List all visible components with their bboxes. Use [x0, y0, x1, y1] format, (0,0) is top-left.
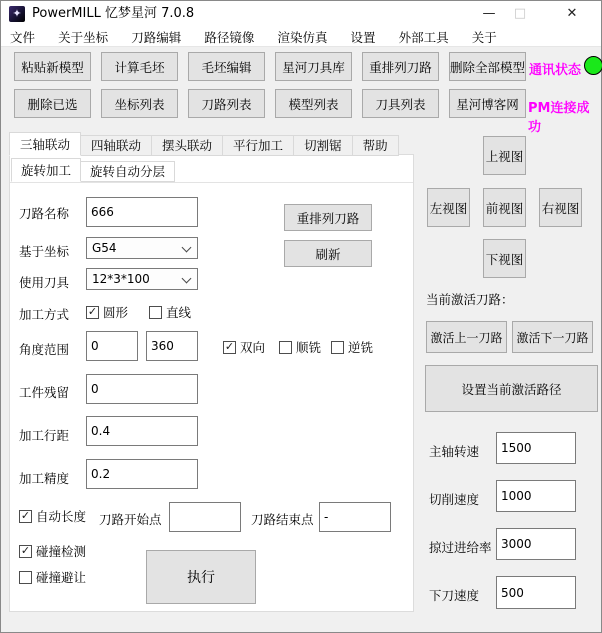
tool-list-button[interactable]: 刀具列表	[362, 89, 439, 118]
cutting-speed-label: 切削速度	[429, 492, 480, 507]
toolpath-list-button[interactable]: 刀路列表	[188, 89, 265, 118]
menu-file[interactable]: 文件	[10, 30, 36, 45]
end-point-label: 刀路结束点	[251, 512, 314, 527]
angle-range-label: 角度范围	[19, 342, 70, 357]
maximize-button[interactable]: □	[513, 6, 527, 21]
tolerance-label: 加工精度	[19, 471, 70, 486]
tool-label: 使用刀具	[19, 275, 70, 290]
activate-prev-button[interactable]: 激活上一刀路	[426, 321, 507, 353]
reorder-button[interactable]: 重排列刀路	[284, 204, 372, 231]
checkbox-icon	[19, 571, 32, 584]
checkbox-icon	[279, 341, 292, 354]
delete-selected-button[interactable]: 删除已选	[14, 89, 91, 118]
tab-help[interactable]: 帮助	[352, 135, 399, 156]
plunge-speed-input[interactable]	[496, 576, 576, 609]
minimize-button[interactable]: —	[482, 6, 496, 21]
coord-select[interactable]	[86, 237, 198, 259]
start-point-input[interactable]	[169, 502, 241, 532]
bidirectional-checkbox[interactable]: ✓ 双向	[224, 340, 266, 355]
set-active-path-button[interactable]: 设置当前激活路径	[425, 365, 598, 412]
menu-bar	[1, 27, 601, 47]
cutting-speed-input[interactable]	[496, 480, 576, 512]
paste-new-model-button[interactable]: 粘贴新模型	[14, 52, 91, 81]
tolerance-input[interactable]	[86, 459, 198, 489]
checkbox-icon: ✓	[87, 305, 98, 318]
menu-path-mirror[interactable]: 路径镜像	[204, 30, 255, 45]
menu-settings[interactable]: 设置	[350, 30, 376, 45]
refresh-button[interactable]: 刷新	[284, 240, 372, 267]
tool-library-button[interactable]: 星河刀具库	[275, 52, 352, 81]
comm-status-label: 通讯状态	[529, 63, 582, 78]
title-bar	[1, 1, 601, 27]
menu-toolpath-edit[interactable]: 刀路编辑	[131, 30, 182, 45]
angle-from-input[interactable]	[86, 331, 138, 361]
comm-status-indicator	[584, 56, 602, 75]
view-right-button[interactable]: 右视图	[539, 188, 582, 227]
climb-mill-checkbox[interactable]: 顺铣	[279, 338, 321, 356]
angle-to-input[interactable]	[146, 331, 198, 361]
menu-coords[interactable]: 关于坐标	[58, 30, 109, 45]
subtab-strip	[11, 158, 174, 182]
checkbox-icon: ✓	[20, 509, 31, 522]
tool-select[interactable]	[86, 268, 198, 290]
toolpath-name-input[interactable]	[86, 197, 198, 227]
active-toolpath-label: 当前激活刀路：	[426, 292, 514, 307]
coord-selected-value: G54	[92, 241, 117, 255]
view-front-button[interactable]: 前视图	[483, 188, 526, 227]
menu-render-sim[interactable]: 渲染仿真	[277, 30, 328, 45]
activate-next-button[interactable]: 激活下一刀路	[512, 321, 593, 353]
toolbar-row-1	[14, 52, 526, 81]
inner-tabpage-border	[10, 182, 413, 183]
delete-all-models-button[interactable]: 删除全部模型	[449, 52, 526, 81]
tab-cutsaw[interactable]: 切割锯	[293, 135, 353, 156]
subtab-rotary-machining[interactable]: 旋转加工	[11, 158, 81, 182]
view-bottom-button[interactable]: 下视图	[483, 239, 526, 278]
tab-strip	[9, 132, 398, 156]
blog-site-button[interactable]: 星河博客网	[449, 89, 526, 118]
stock-remain-input[interactable]	[86, 374, 198, 404]
stepover-input[interactable]	[86, 416, 198, 446]
view-top-button[interactable]: 上视图	[483, 136, 526, 175]
close-button[interactable]: ✕	[566, 6, 578, 21]
skim-feed-label: 掠过进给率	[429, 540, 492, 555]
tab-3axis[interactable]: 三轴联动	[9, 132, 81, 156]
mode-label: 加工方式	[19, 307, 70, 322]
coord-label: 基于坐标	[19, 244, 70, 259]
tab-4axis[interactable]: 四轴联动	[80, 135, 152, 156]
chevron-down-icon	[182, 243, 192, 253]
checkbox-icon: ✓	[224, 340, 235, 353]
toolbar-row-2	[14, 89, 526, 118]
menu-external-tools[interactable]: 外部工具	[398, 30, 449, 45]
spindle-speed-input[interactable]	[496, 432, 576, 464]
plunge-speed-label: 下刀速度	[429, 588, 480, 603]
calc-stock-button[interactable]: 计算毛坯	[101, 52, 178, 81]
tab-parallel[interactable]: 平行加工	[222, 135, 294, 156]
model-list-button[interactable]: 模型列表	[275, 89, 352, 118]
checkbox-icon	[149, 306, 162, 319]
mode-line-checkbox[interactable]: 直线	[149, 303, 191, 321]
skim-feed-input[interactable]	[496, 528, 576, 560]
checkbox-icon: ✓	[20, 544, 31, 557]
conventional-mill-checkbox[interactable]: 逆铣	[331, 338, 373, 356]
stepover-label: 加工行距	[19, 428, 70, 443]
end-point-input[interactable]	[319, 502, 391, 532]
auto-length-checkbox[interactable]: ✓ 自动长度	[20, 509, 87, 524]
view-left-button[interactable]: 左视图	[427, 188, 470, 227]
menu-about[interactable]: 关于	[471, 30, 497, 45]
toolpath-name-label: 刀路名称	[19, 206, 70, 221]
window-title: PowerMILL 忆梦星河 7.0.8	[32, 6, 195, 21]
tool-selected-value: 12*3*100	[92, 272, 150, 286]
reorder-toolpaths-button[interactable]: 重排列刀路	[362, 52, 439, 81]
spindle-speed-label: 主轴转速	[429, 444, 480, 459]
stock-edit-button[interactable]: 毛坯编辑	[188, 52, 265, 81]
pm-connect-status-label: PM连接成功	[528, 101, 590, 135]
coord-list-button[interactable]: 坐标列表	[101, 89, 178, 118]
collision-avoid-checkbox[interactable]: 碰撞避让	[19, 568, 86, 586]
start-point-label: 刀路开始点	[99, 512, 162, 527]
mode-circle-checkbox[interactable]: ✓ 圆形	[87, 305, 129, 320]
chevron-down-icon	[182, 274, 192, 284]
stock-remain-label: 工件残留	[19, 385, 70, 400]
subtab-rotary-auto-layer[interactable]: 旋转自动分层	[80, 161, 175, 182]
checkbox-icon	[331, 341, 344, 354]
tab-swivel[interactable]: 摆头联动	[151, 135, 223, 156]
execute-button[interactable]: 执行	[146, 550, 256, 604]
collision-check-checkbox[interactable]: ✓ 碰撞检测	[20, 544, 87, 559]
app-icon: ✦	[9, 6, 25, 22]
